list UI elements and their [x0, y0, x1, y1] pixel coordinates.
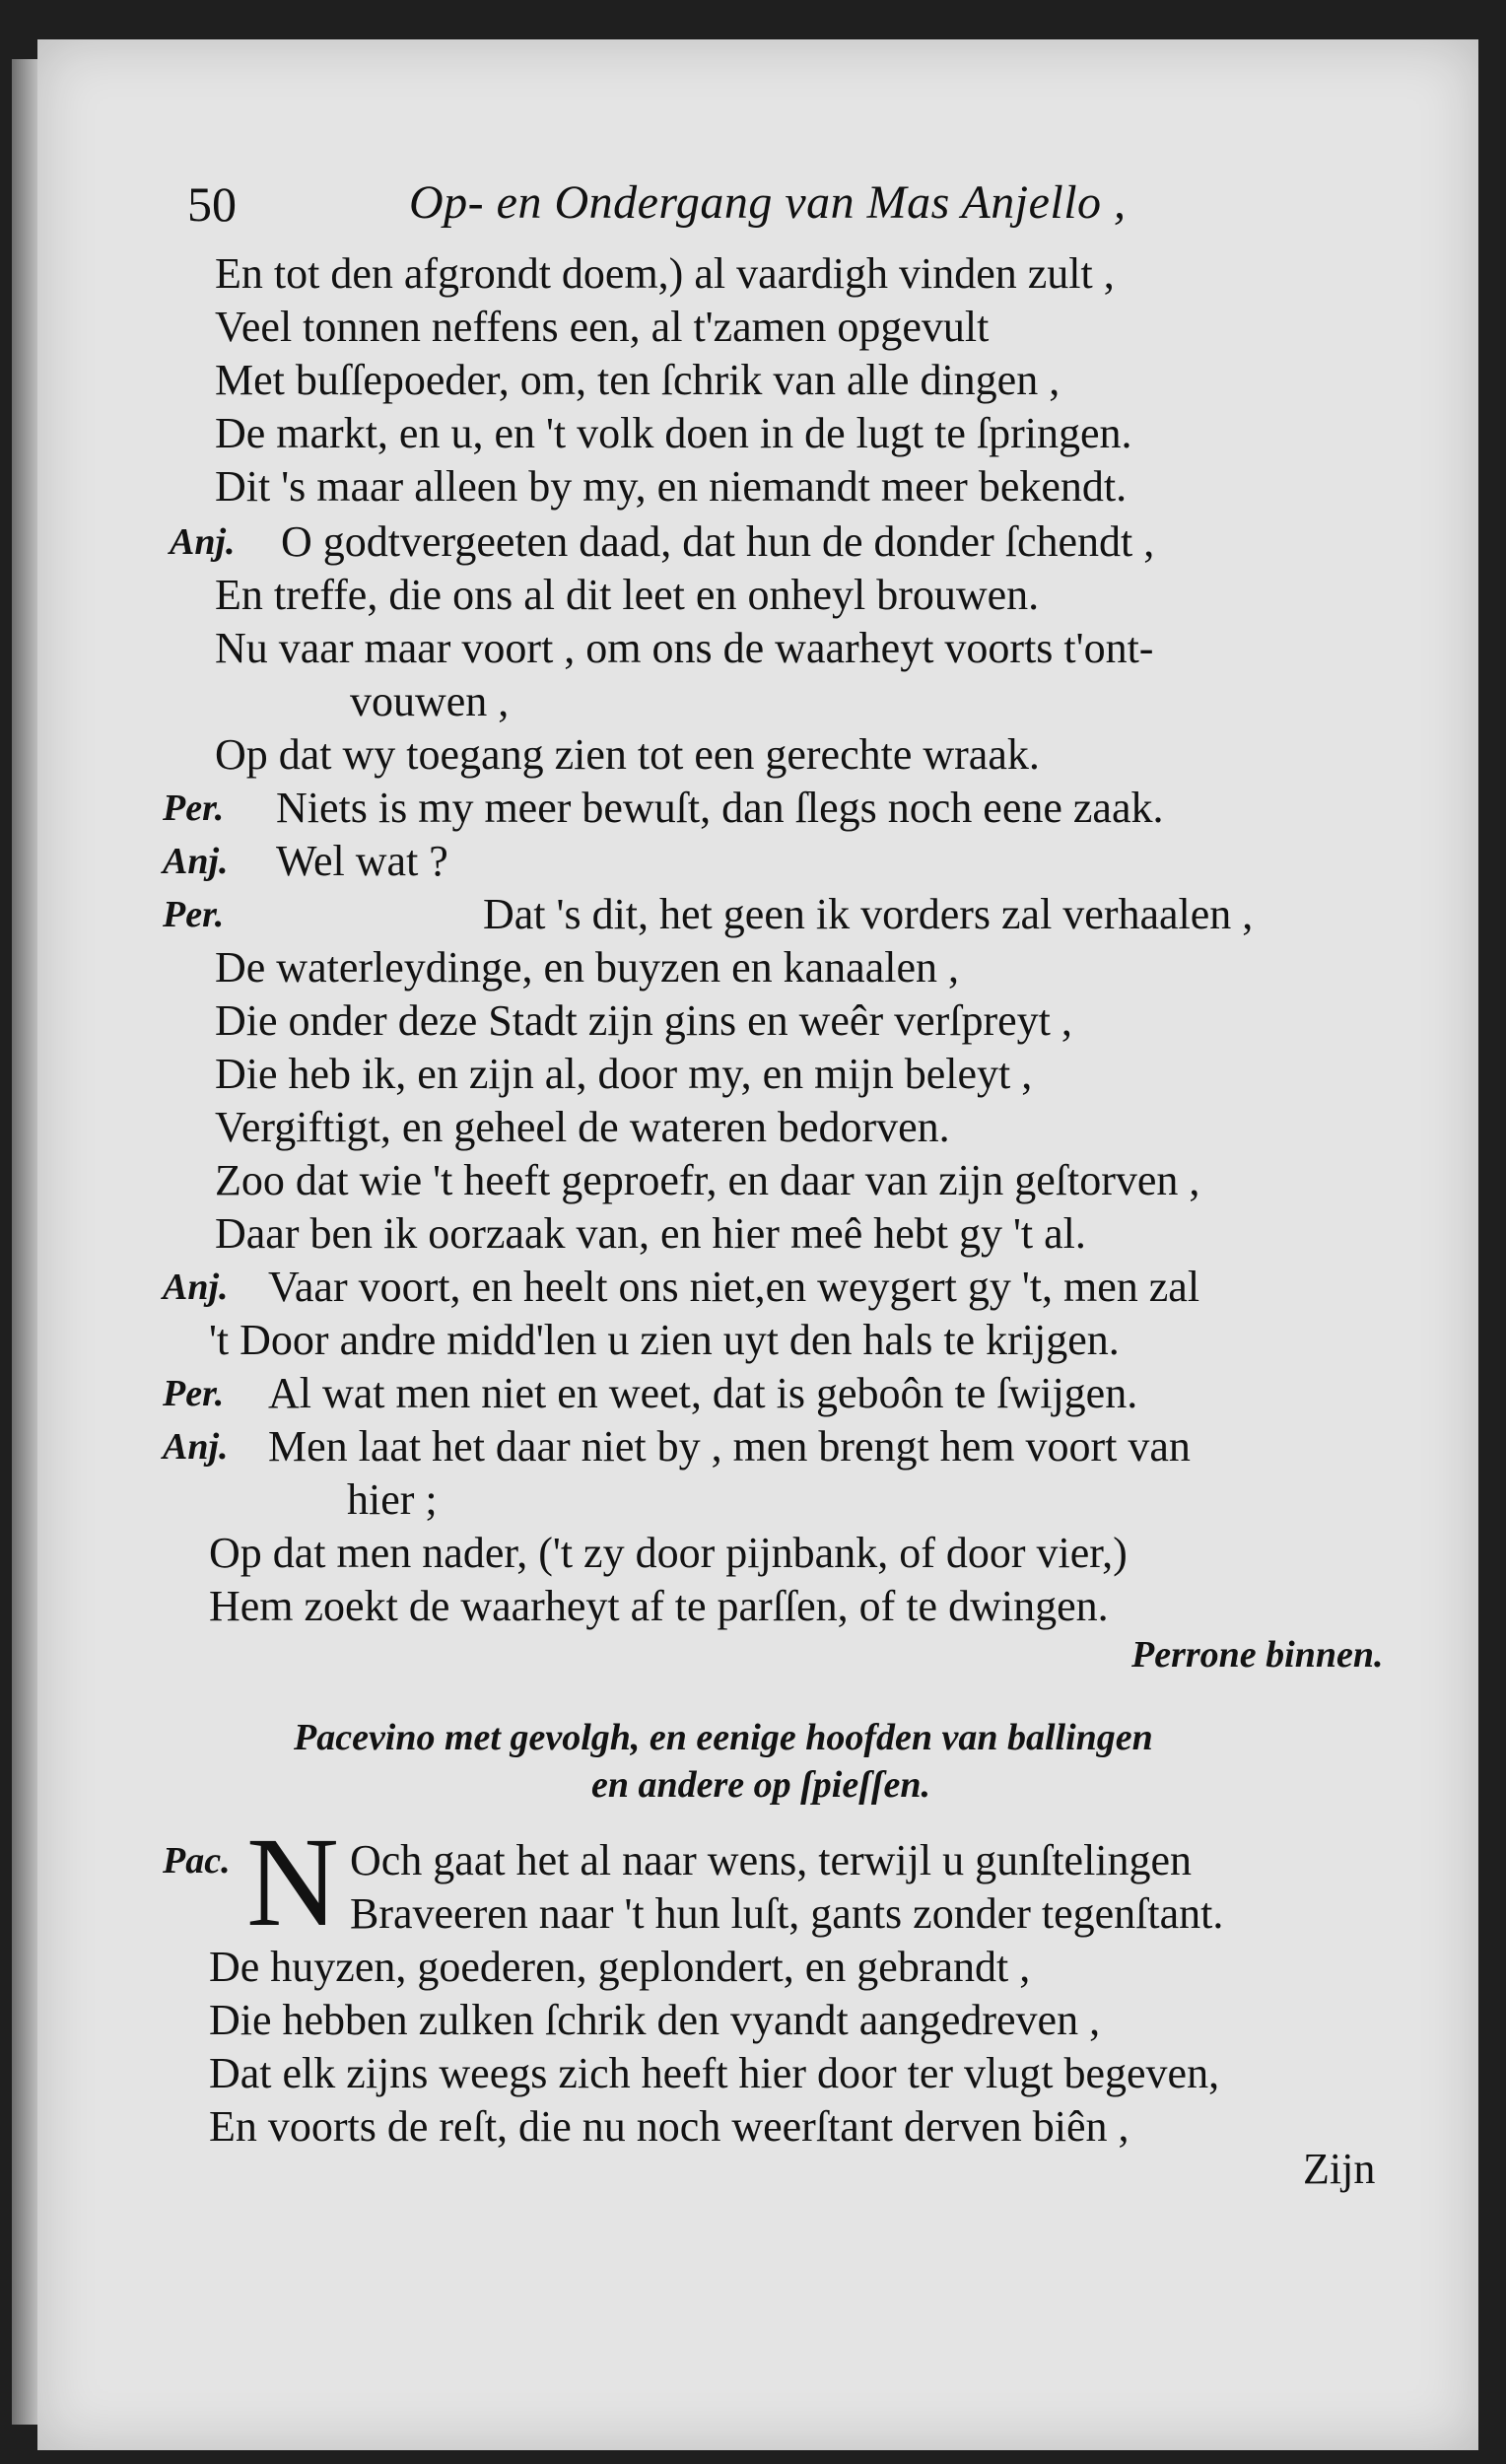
speaker-label: Per.	[163, 787, 225, 829]
verse-line: De markt, en u, en 't volk doen in de lugt te ſpringen.	[215, 409, 1132, 457]
book-spine-edge	[12, 59, 37, 2425]
page-header	[187, 175, 1400, 235]
verse-line: Dit 's maar alleen by my, en niemandt meer bekendt.	[215, 462, 1128, 511]
catchword: Zijn	[1303, 2145, 1376, 2193]
verse-line: En voorts de reſt, die nu noch weerſtant derven biên ,	[209, 2102, 1130, 2151]
page-number: 50	[187, 176, 237, 232]
verse-line: De huyzen, goederen, geplondert, en gebrandt ,	[209, 1943, 1031, 1991]
verse-line: Vaar voort, en heelt ons niet,en weygert gy 't, men zal	[268, 1263, 1200, 1311]
verse-line: vouwen ,	[350, 677, 510, 725]
speaker-label: Anj.	[163, 1426, 229, 1468]
verse-line: Hem zoekt de waarheyt af te parſſen, of te dwingen.	[209, 1582, 1109, 1630]
verse-line: En treffe, die ons al dit leet en onheyl brouwen.	[215, 571, 1040, 619]
verse-line: 't Door andre midd'len u zien uyt den hals te krijgen.	[209, 1316, 1120, 1364]
stage-direction-entrance: en andere op ſpieſſen.	[591, 1764, 931, 1806]
verse-line: Wel wat ?	[276, 837, 448, 885]
speaker-label: Anj.	[170, 521, 236, 563]
speaker-label: Per.	[163, 894, 225, 935]
verse-line: Veel tonnen neffens een, al t'zamen opgevult	[215, 303, 990, 351]
verse-line: Dat 's dit, het geen ik vorders zal verhaalen ,	[483, 890, 1254, 938]
verse-line: Vergiftigt, en geheel de wateren bedorven.	[215, 1103, 950, 1151]
verse-line: Braveeren naar 't hun luſt, gants zonder tegenſtant.	[350, 1889, 1224, 1938]
verse-line: Niets is my meer bewuſt, dan ſlegs noch eene zaak.	[276, 784, 1164, 832]
verse-line: Op dat wy toegang zien tot een gerechte wraak.	[215, 730, 1040, 779]
speaker-label: Pac.	[163, 1840, 231, 1882]
verse-line: Men laat het daar niet by , men brengt hem voort van	[268, 1422, 1191, 1471]
verse-line: Och gaat het al naar wens, terwijl u gunſtelingen	[350, 1836, 1193, 1884]
verse-line: Nu vaar maar voort , om ons de waarheyt voorts t'ont-	[215, 624, 1154, 672]
speaker-label: Per.	[163, 1373, 225, 1414]
verse-line: Die onder deze Stadt zijn gins en weêr verſpreyt ,	[215, 996, 1072, 1045]
running-title: Op- en Ondergang van Mas Anjello ,	[409, 176, 1127, 229]
verse-line: hier ;	[347, 1475, 438, 1524]
verse-line: Die hebben zulken ſchrik den vyandt aangedreven ,	[209, 1996, 1101, 2044]
verse-line: Met buſſepoeder, om, ten ſchrik van alle dingen ,	[215, 356, 1061, 404]
speaker-label: Anj.	[163, 1266, 229, 1308]
verse-line: En tot den afgrondt doem,) al vaardigh vinden zult ,	[215, 249, 1115, 298]
verse-line: O godtvergeeten daad, dat hun de donder ſchendt ,	[281, 517, 1155, 566]
verse-line: Zoo dat wie 't heeft geproefr, en daar van zijn geſtorven ,	[215, 1156, 1200, 1204]
verse-line: Die heb ik, en zijn al, door my, en mijn beleyt ,	[215, 1050, 1033, 1098]
drop-cap: N	[246, 1812, 339, 1953]
speaker-label: Anj.	[163, 841, 229, 882]
verse-line: De waterleydinge, en buyzen en kanaalen ,	[215, 943, 959, 992]
verse-line: Daar ben ik oorzaak van, en hier meê hebt gy 't al.	[215, 1209, 1086, 1258]
stage-direction-entrance: Pacevino met gevolgh, en eenige hoofden van ballingen	[294, 1717, 1153, 1758]
verse-line: Al wat men niet en weet, dat is geboôn te ſwijgen.	[268, 1369, 1138, 1417]
verse-line: Dat elk zijns weegs zich heeft hier door ter vlugt begeven,	[209, 2049, 1220, 2097]
stage-direction-exit: Perrone binnen.	[1131, 1634, 1384, 1676]
verse-line: Op dat men nader, ('t zy door pijnbank, of door vier,)	[209, 1529, 1128, 1577]
